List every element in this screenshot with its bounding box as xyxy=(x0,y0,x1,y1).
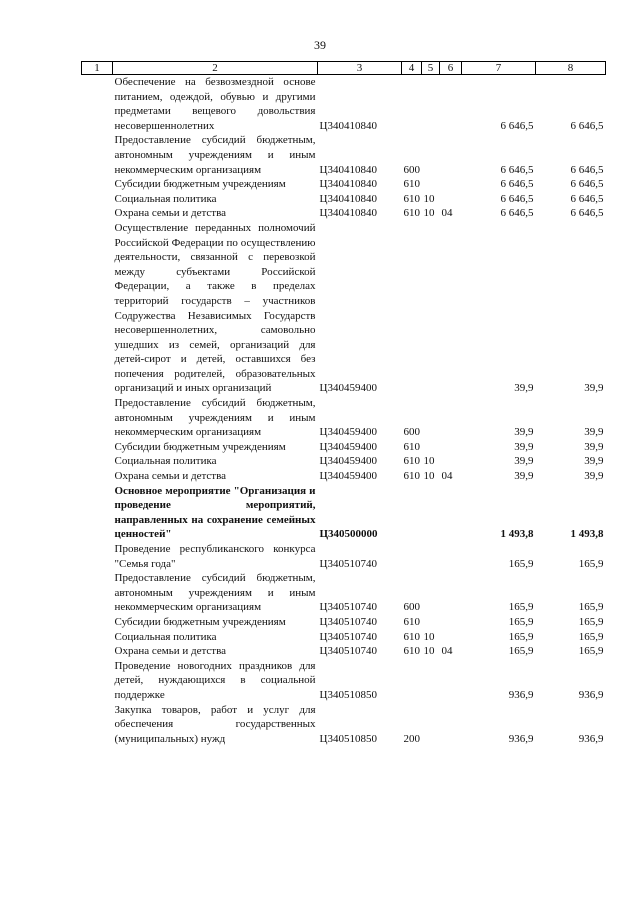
row-amount-2: 39,9 xyxy=(584,382,604,395)
row-index-cell xyxy=(82,469,113,484)
row-index-cell xyxy=(82,484,113,542)
table-row xyxy=(82,133,606,177)
row-amount-2: 6 646,5 xyxy=(570,163,604,176)
row-subsection xyxy=(440,133,462,177)
row-code: Ц340500000 xyxy=(319,528,378,541)
row-name: Охрана семьи и детства xyxy=(114,645,227,658)
row-section xyxy=(422,440,440,455)
row-section: 10 xyxy=(423,470,435,483)
row-section xyxy=(422,133,440,177)
row-subsection xyxy=(440,542,462,571)
row-name: Предоставление субсидий бюджетным, автономным учреждениям и иным некоммерческим организациям xyxy=(114,572,316,614)
row-amount-1: 165,9 xyxy=(508,645,534,658)
row-code: Ц340410840 xyxy=(319,192,377,205)
row-expense-type: 610 xyxy=(403,207,420,220)
row-amount-1: 165,9 xyxy=(508,601,534,614)
row-name: Охрана семьи и детства xyxy=(114,207,227,220)
row-expense-type: 610 xyxy=(403,192,420,205)
table-row xyxy=(82,659,606,703)
row-amount-1: 936,9 xyxy=(508,732,534,745)
table-header-row xyxy=(82,62,606,75)
row-amount-1: 6 646,5 xyxy=(500,178,534,191)
row-code: Ц340410840 xyxy=(319,163,377,176)
row-subsection xyxy=(440,75,462,134)
row-index-cell xyxy=(82,177,113,192)
row-code: Ц340459400 xyxy=(319,470,377,483)
table-row xyxy=(82,571,606,615)
table-row xyxy=(82,454,606,469)
table-row xyxy=(82,542,606,571)
row-amount-2: 165,9 xyxy=(578,557,604,570)
row-subsection: 04 xyxy=(441,645,453,658)
row-code: Ц340410840 xyxy=(319,119,377,132)
row-amount-2: 39,9 xyxy=(584,440,604,453)
row-expense-type: 600 xyxy=(403,426,420,439)
row-expense-type xyxy=(402,75,422,134)
row-expense-type: 610 xyxy=(403,178,420,191)
row-section: 10 xyxy=(423,207,435,220)
row-amount-1: 6 646,5 xyxy=(500,119,534,132)
row-section xyxy=(422,221,440,396)
table-row xyxy=(82,177,606,192)
row-amount-1: 165,9 xyxy=(508,615,534,628)
row-subsection xyxy=(440,571,462,615)
budget-table xyxy=(81,61,606,746)
row-name: Субсидии бюджетным учреждениям xyxy=(114,615,286,628)
row-code: Ц340459400 xyxy=(319,440,377,453)
row-section xyxy=(422,703,440,747)
row-name: Субсидии бюджетным учреждениям xyxy=(114,440,286,453)
row-amount-2: 165,9 xyxy=(578,645,604,658)
row-amount-1: 6 646,5 xyxy=(500,163,534,176)
row-amount-1: 6 646,5 xyxy=(500,207,534,220)
row-expense-type: 610 xyxy=(403,615,420,628)
row-amount-1: 39,9 xyxy=(514,455,534,468)
row-subsection: 04 xyxy=(441,470,453,483)
row-name: Социальная политика xyxy=(114,455,217,468)
row-index-cell xyxy=(82,542,113,571)
row-section xyxy=(422,659,440,703)
row-name: Социальная политика xyxy=(114,630,217,643)
row-subsection xyxy=(440,630,462,645)
page-number: 39 xyxy=(314,38,326,52)
table-row xyxy=(82,192,606,207)
column-header: 5 xyxy=(422,62,440,75)
table-row xyxy=(82,484,606,542)
column-header: 2 xyxy=(113,62,318,75)
row-amount-2: 39,9 xyxy=(584,470,604,483)
row-index-cell xyxy=(82,133,113,177)
row-section xyxy=(422,75,440,134)
row-name: Предоставление субсидий бюджетным, автономным учреждениям и иным некоммерческим организациям xyxy=(114,397,316,439)
row-expense-type xyxy=(402,659,422,703)
row-name: Предоставление субсидий бюджетным, автономным учреждениям и иным некоммерческим организациям xyxy=(114,134,316,176)
row-amount-2: 165,9 xyxy=(578,630,604,643)
row-index-cell xyxy=(82,440,113,455)
row-code: Ц340410840 xyxy=(319,207,377,220)
row-code: Ц340459400 xyxy=(319,426,377,439)
row-section xyxy=(422,542,440,571)
row-expense-type: 610 xyxy=(403,645,420,658)
table-body xyxy=(82,75,606,747)
row-code: Ц340510740 xyxy=(319,645,377,658)
row-amount-1: 39,9 xyxy=(514,382,534,395)
table-row xyxy=(82,469,606,484)
column-header: 3 xyxy=(318,62,402,75)
column-header: 4 xyxy=(402,62,422,75)
row-amount-2: 6 646,5 xyxy=(570,192,604,205)
row-section xyxy=(422,177,440,192)
row-amount-1: 39,9 xyxy=(514,440,534,453)
row-expense-type: 200 xyxy=(403,732,420,745)
row-index-cell xyxy=(82,206,113,221)
table-row xyxy=(82,630,606,645)
row-expense-type: 610 xyxy=(403,630,420,643)
row-amount-1: 39,9 xyxy=(514,426,534,439)
column-header: 7 xyxy=(462,62,536,75)
table-row xyxy=(82,221,606,396)
row-code: Ц340510850 xyxy=(319,688,377,701)
row-section: 10 xyxy=(423,645,435,658)
row-code: Ц340459400 xyxy=(319,455,377,468)
row-amount-1: 1 493,8 xyxy=(500,528,534,541)
row-index-cell xyxy=(82,221,113,396)
row-amount-2: 6 646,5 xyxy=(570,119,604,132)
row-amount-1: 936,9 xyxy=(508,688,534,701)
table-row xyxy=(82,75,606,134)
row-expense-type xyxy=(402,484,422,542)
column-header: 1 xyxy=(82,62,113,75)
row-section: 10 xyxy=(423,630,435,643)
row-expense-type: 610 xyxy=(403,440,420,453)
row-subsection xyxy=(440,454,462,469)
table-row xyxy=(82,644,606,659)
row-expense-type: 610 xyxy=(403,470,420,483)
table-row xyxy=(82,440,606,455)
row-index-cell xyxy=(82,644,113,659)
row-amount-1: 165,9 xyxy=(508,630,534,643)
row-index-cell xyxy=(82,615,113,630)
table-row xyxy=(82,615,606,630)
row-subsection xyxy=(440,221,462,396)
table-row xyxy=(82,396,606,440)
row-code: Ц340510850 xyxy=(319,732,377,745)
row-index-cell xyxy=(82,396,113,440)
row-code: Ц340410840 xyxy=(319,178,377,191)
row-index-cell xyxy=(82,454,113,469)
row-expense-type xyxy=(402,542,422,571)
row-amount-1: 39,9 xyxy=(514,470,534,483)
row-index-cell xyxy=(82,571,113,615)
row-index-cell xyxy=(82,192,113,207)
row-expense-type xyxy=(402,221,422,396)
row-name: Проведение новогодних праздников для детей, нуждающихся в социальной поддержке xyxy=(114,659,316,701)
row-amount-2: 936,9 xyxy=(578,688,604,701)
row-name: Охрана семьи и детства xyxy=(114,470,227,483)
row-subsection xyxy=(440,396,462,440)
row-code: Ц340510740 xyxy=(319,557,377,570)
row-subsection xyxy=(440,192,462,207)
row-code: Ц340510740 xyxy=(319,630,377,643)
row-amount-2: 39,9 xyxy=(584,426,604,439)
row-subsection xyxy=(440,177,462,192)
column-header: 8 xyxy=(536,62,606,75)
row-index-cell xyxy=(82,659,113,703)
row-name: Осуществление переданных полномочий Российской Федерации по осуществлению деятельности, связанной с перевозкой между субъектами Российской Федерации, а также в пределах территорий государств – участников Содружества Независимых Государств несовершеннолетних, самовольно ушедших из семей, организаций для детей-сирот и детей, оставшихся без попечения родителей, образовательных организаций и иных организаций xyxy=(114,221,316,395)
row-subsection xyxy=(440,703,462,747)
row-name: Обеспечение на безвозмездной основе питанием, одеждой, обувью и другими предметами вещевого довольствия несовершеннолетних xyxy=(114,76,316,132)
row-amount-1: 165,9 xyxy=(508,557,534,570)
row-amount-2: 1 493,8 xyxy=(570,528,604,541)
row-section xyxy=(422,396,440,440)
row-code: Ц340510740 xyxy=(319,615,377,628)
table-row xyxy=(82,206,606,221)
row-expense-type: 600 xyxy=(403,601,420,614)
row-subsection xyxy=(440,615,462,630)
row-index-cell xyxy=(82,630,113,645)
row-amount-2: 39,9 xyxy=(584,455,604,468)
row-section xyxy=(422,571,440,615)
row-amount-2: 6 646,5 xyxy=(570,178,604,191)
row-section xyxy=(422,615,440,630)
row-section: 10 xyxy=(423,455,435,468)
row-code: Ц340459400 xyxy=(319,382,377,395)
table-row xyxy=(82,703,606,747)
row-amount-2: 6 646,5 xyxy=(570,207,604,220)
row-amount-2: 936,9 xyxy=(578,732,604,745)
row-index-cell xyxy=(82,75,113,134)
row-amount-2: 165,9 xyxy=(578,601,604,614)
row-subsection: 04 xyxy=(441,207,453,220)
row-amount-1: 6 646,5 xyxy=(500,192,534,205)
row-name: Социальная политика xyxy=(114,192,217,205)
row-code: Ц340510740 xyxy=(319,601,377,614)
row-subsection xyxy=(440,659,462,703)
row-expense-type: 610 xyxy=(403,455,420,468)
row-section xyxy=(422,484,440,542)
row-expense-type: 600 xyxy=(403,163,420,176)
row-name: Субсидии бюджетным учреждениям xyxy=(114,178,286,191)
row-index-cell xyxy=(82,703,113,747)
row-name: Закупка товаров, работ и услуг для обеспечения государственных (муниципальных) нужд xyxy=(114,703,316,745)
row-name: Основное мероприятие "Организация и проведение мероприятий, направленных на сохранение семейных ценностей" xyxy=(114,484,316,541)
row-section: 10 xyxy=(423,192,435,205)
column-header: 6 xyxy=(440,62,462,75)
row-subsection xyxy=(440,484,462,542)
row-name: Проведение республиканского конкурса "Семья года" xyxy=(114,543,316,570)
row-subsection xyxy=(440,440,462,455)
row-amount-2: 165,9 xyxy=(578,615,604,628)
